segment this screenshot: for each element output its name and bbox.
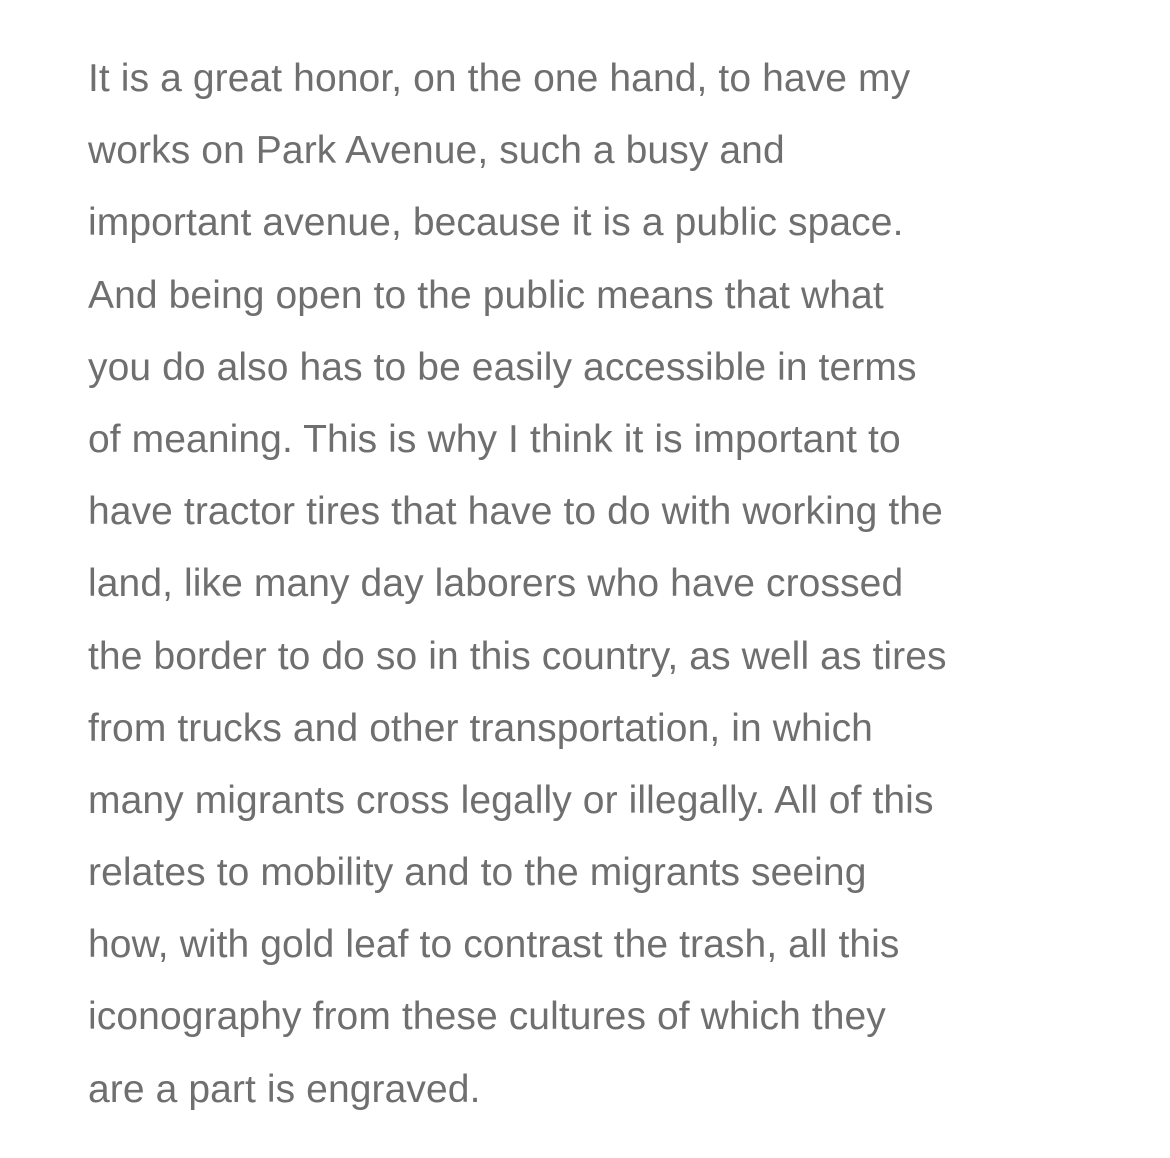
text-line: important avenue, because it is a public space. <box>88 201 904 245</box>
text-line: of meaning. This is why I think it is important to <box>88 417 901 461</box>
text-line: are a part is engraved. <box>88 1067 481 1111</box>
text-line: It is a great honor, on the one hand, to have my <box>88 57 911 100</box>
text-line: And being open to the public means that what <box>88 273 884 317</box>
text-line: iconography from these cultures of which they <box>88 995 886 1039</box>
text-line: how, with gold leaf to contrast the trash, all this <box>88 923 900 967</box>
text-line: land, like many day laborers who have crossed <box>88 562 904 606</box>
text-line: you do also has to be easily accessible in terms <box>88 345 917 389</box>
text-line: works on Park Avenue, such a busy and <box>88 129 785 173</box>
text-line: many migrants cross legally or illegally. All of this <box>88 778 934 822</box>
text-line: from trucks and other transportation, in which <box>88 706 873 750</box>
text-line: have tractor tires that have to do with working the <box>88 490 943 534</box>
quote-paragraph <box>88 49 1128 1132</box>
text-line: the border to do so in this country, as well as tires <box>88 634 947 678</box>
text-line: relates to mobility and to the migrants seeing <box>88 851 867 895</box>
